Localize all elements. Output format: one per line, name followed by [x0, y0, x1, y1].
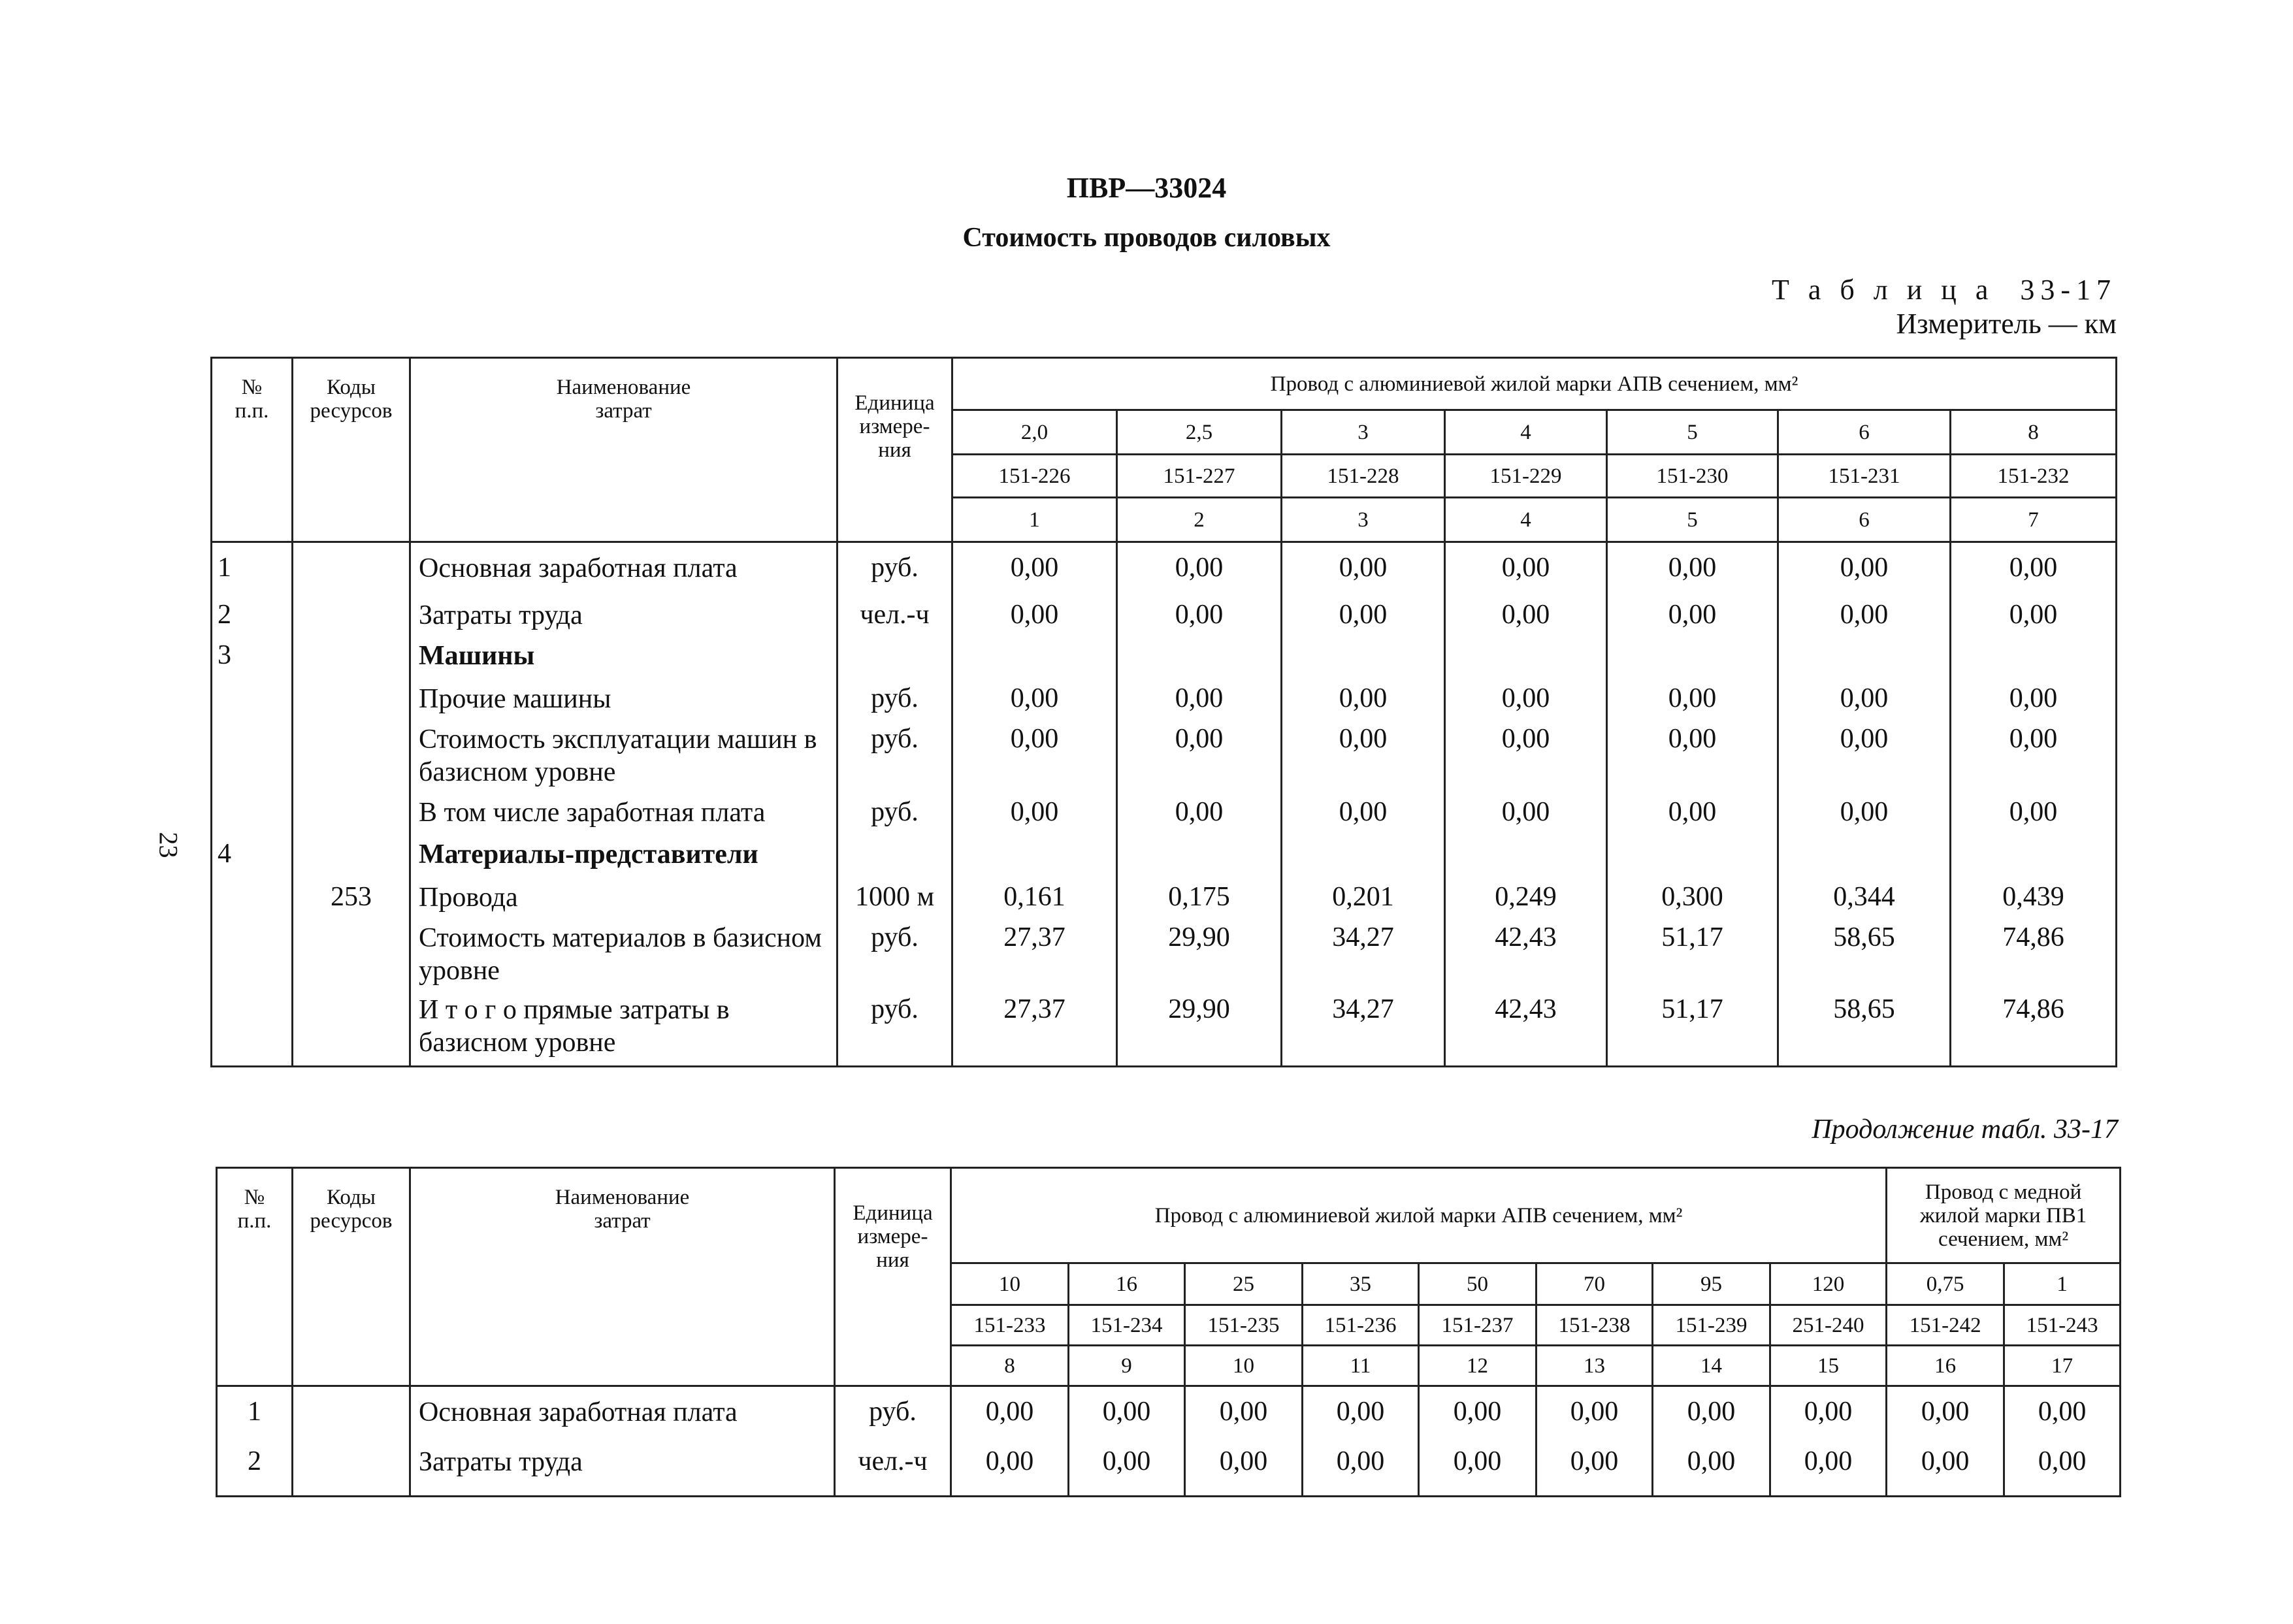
resource-code-cell: 151-233: [951, 1305, 1069, 1346]
value-cell: 0,00: [1303, 1386, 1419, 1446]
value-cell: [1282, 838, 1445, 881]
resource-code-cell: 151-242: [1887, 1305, 2004, 1346]
row-code-cell: [293, 1446, 410, 1497]
resource-code-cell: 151-239: [1653, 1305, 1770, 1346]
value-cell: 0,00: [1770, 1446, 1887, 1497]
column-number-cell: 2: [1117, 498, 1282, 542]
value-cell: 0,00: [2004, 1446, 2121, 1497]
continuation-label: Продолжение табл. 33-17: [1812, 1114, 2118, 1145]
row-number-cell: [212, 796, 293, 838]
table-row: [212, 683, 2117, 723]
resource-code-cell: 151-228: [1282, 455, 1445, 498]
value-cell: 0,00: [1445, 542, 1607, 600]
value-cell: 0,00: [1951, 542, 2117, 600]
value-cell: 0,00: [1653, 1446, 1770, 1497]
value-cell: 27,37: [952, 994, 1117, 1067]
header-group-copper: Провод с медной жилой марки ПВ1 сечением, мм²: [1887, 1168, 2121, 1263]
value-cell: 0,00: [1770, 1386, 1887, 1446]
cross-section-cell: 1: [2004, 1263, 2121, 1305]
row-name-cell: Затраты труда: [410, 1446, 835, 1497]
value-cell: 42,43: [1445, 922, 1607, 994]
header-unit: Единица измере- ния: [835, 1168, 951, 1386]
row-code-cell: 253: [293, 881, 410, 922]
value-cell: 74,86: [1951, 922, 2117, 994]
resource-code-cell: 151-230: [1607, 455, 1778, 498]
value-cell: 0,00: [1778, 723, 1951, 796]
cross-section-cell: 2,5: [1117, 410, 1282, 455]
value-cell: [1607, 838, 1778, 881]
value-cell: [1445, 838, 1607, 881]
value-cell: 0,00: [1117, 796, 1282, 838]
resource-code-cell: 151-238: [1537, 1305, 1653, 1346]
header-num: № п.п.: [212, 358, 293, 542]
value-cell: 29,90: [1117, 994, 1282, 1067]
resource-code-cell: 151-229: [1445, 455, 1607, 498]
table-row: [212, 542, 2117, 600]
column-number-cell: 17: [2004, 1346, 2121, 1386]
value-cell: 0,344: [1778, 881, 1951, 922]
value-cell: 0,00: [1117, 683, 1282, 723]
value-cell: 0,00: [1445, 796, 1607, 838]
resource-code-cell: 151-226: [952, 455, 1117, 498]
value-cell: 0,00: [1185, 1446, 1303, 1497]
column-number-cell: 10: [1185, 1346, 1303, 1386]
value-cell: 0,00: [1778, 796, 1951, 838]
column-number-cell: 6: [1778, 498, 1951, 542]
value-cell: [1778, 838, 1951, 881]
row-name-cell: Материалы-представители: [410, 838, 838, 881]
page-number: 23: [154, 832, 184, 858]
column-number-cell: 16: [1887, 1346, 2004, 1386]
value-cell: 0,00: [1653, 1386, 1770, 1446]
value-cell: 51,17: [1607, 922, 1778, 994]
value-cell: 0,00: [1419, 1386, 1537, 1446]
value-cell: [1951, 640, 2117, 683]
table-row: [217, 1386, 2121, 1446]
row-unit-cell: чел.-ч: [835, 1446, 951, 1497]
value-cell: 0,00: [1778, 542, 1951, 600]
row-unit-cell: руб.: [838, 994, 952, 1067]
row-number-cell: 2: [212, 599, 293, 640]
document-subtitle: Стоимость проводов силовых: [962, 223, 1331, 253]
row-number-cell: [212, 881, 293, 922]
value-cell: 0,00: [1117, 599, 1282, 640]
value-cell: 0,00: [951, 1386, 1069, 1446]
value-cell: 0,00: [1282, 542, 1445, 600]
table-row: [212, 796, 2117, 838]
value-cell: 0,00: [1537, 1446, 1653, 1497]
row-name-cell: Стоимость эксплуатации машин в базисном уровне: [410, 723, 838, 796]
cross-section-cell: 95: [1653, 1263, 1770, 1305]
value-cell: 0,439: [1951, 881, 2117, 922]
value-cell: [1117, 640, 1282, 683]
value-cell: [1778, 640, 1951, 683]
value-cell: 0,00: [1069, 1446, 1185, 1497]
column-number-cell: 15: [1770, 1346, 1887, 1386]
row-name-cell: И т о г о прямые затраты в базисном уровне: [410, 994, 838, 1067]
value-cell: 0,161: [952, 881, 1117, 922]
value-cell: 0,00: [1282, 723, 1445, 796]
row-unit-cell: [838, 640, 952, 683]
value-cell: 0,00: [1303, 1446, 1419, 1497]
row-code-cell: [293, 599, 410, 640]
header-name: Наименование затрат: [410, 1168, 835, 1386]
value-cell: 0,00: [1185, 1386, 1303, 1446]
header-name: Наименование затрат: [410, 358, 838, 542]
cost-table-continuation: [216, 1167, 2121, 1497]
cross-section-cell: 35: [1303, 1263, 1419, 1305]
table-row: [212, 994, 2117, 1067]
value-cell: 0,00: [1607, 796, 1778, 838]
header-group-aluminum: Провод с алюминиевой жилой марки АПВ сечением, мм²: [952, 358, 2117, 410]
column-number-cell: 7: [1951, 498, 2117, 542]
value-cell: [952, 838, 1117, 881]
row-code-cell: [293, 796, 410, 838]
row-unit-cell: [838, 838, 952, 881]
resource-code-cell: 151-235: [1185, 1305, 1303, 1346]
value-cell: [1607, 640, 1778, 683]
value-cell: 0,00: [1607, 599, 1778, 640]
table-row: [217, 1446, 2121, 1497]
row-number-cell: 3: [212, 640, 293, 683]
value-cell: 0,00: [1282, 683, 1445, 723]
table-row: [212, 640, 2117, 683]
value-cell: 74,86: [1951, 994, 2117, 1067]
value-cell: 0,00: [1419, 1446, 1537, 1497]
column-number-cell: 1: [952, 498, 1117, 542]
table-row: [212, 881, 2117, 922]
value-cell: 0,00: [1607, 723, 1778, 796]
resource-code-cell: 151-236: [1303, 1305, 1419, 1346]
cross-section-cell: 50: [1419, 1263, 1537, 1305]
value-cell: 0,00: [1607, 683, 1778, 723]
row-name-cell: Основная заработная плата: [410, 542, 838, 600]
cross-section-cell: 25: [1185, 1263, 1303, 1305]
table-number-label: Т а б л и ц а 33-17: [1771, 274, 2117, 306]
value-cell: 0,00: [952, 683, 1117, 723]
row-unit-cell: руб.: [838, 796, 952, 838]
row-name-cell: Провода: [410, 881, 838, 922]
row-name-cell: В том числе заработная плата: [410, 796, 838, 838]
row-code-cell: [293, 640, 410, 683]
value-cell: 0,00: [1445, 599, 1607, 640]
value-cell: 0,00: [1887, 1446, 2004, 1497]
row-number-cell: [212, 922, 293, 994]
value-cell: 0,00: [952, 542, 1117, 600]
value-cell: 0,249: [1445, 881, 1607, 922]
value-cell: [1445, 640, 1607, 683]
column-number-cell: 5: [1607, 498, 1778, 542]
value-cell: 0,175: [1117, 881, 1282, 922]
column-number-cell: 12: [1419, 1346, 1537, 1386]
row-number-cell: [212, 683, 293, 723]
cross-section-cell: 8: [1951, 410, 2117, 455]
row-number-cell: 1: [212, 542, 293, 600]
header-row: [212, 358, 2117, 410]
row-unit-cell: руб.: [838, 542, 952, 600]
row-unit-cell: руб.: [838, 723, 952, 796]
row-unit-cell: чел.-ч: [838, 599, 952, 640]
value-cell: 0,00: [1282, 599, 1445, 640]
cost-table-main: [210, 357, 2117, 1067]
cross-section-cell: 3: [1282, 410, 1445, 455]
value-cell: 0,00: [1117, 723, 1282, 796]
value-cell: [1951, 838, 2117, 881]
header-num: № п.п.: [217, 1168, 293, 1386]
value-cell: 42,43: [1445, 994, 1607, 1067]
value-cell: 0,00: [952, 723, 1117, 796]
cross-section-cell: 10: [951, 1263, 1069, 1305]
value-cell: 0,300: [1607, 881, 1778, 922]
row-code-cell: [293, 542, 410, 600]
resource-code-cell: 151-231: [1778, 455, 1951, 498]
value-cell: 0,00: [952, 599, 1117, 640]
row-code-cell: [293, 683, 410, 723]
resource-code-cell: 151-237: [1419, 1305, 1537, 1346]
header-codes: Коды ресурсов: [293, 358, 410, 542]
table-row: [212, 922, 2117, 994]
value-cell: 0,00: [1951, 683, 2117, 723]
value-cell: 29,90: [1117, 922, 1282, 994]
table-row: [212, 838, 2117, 881]
value-cell: 0,00: [1887, 1386, 2004, 1446]
resource-code-cell: 251-240: [1770, 1305, 1887, 1346]
row-number-cell: 4: [212, 838, 293, 881]
measure-unit-label: Измеритель — км: [1896, 308, 2117, 340]
resource-code-cell: 151-243: [2004, 1305, 2121, 1346]
column-number-cell: 9: [1069, 1346, 1185, 1386]
row-code-cell: [293, 1386, 410, 1446]
row-code-cell: [293, 994, 410, 1067]
row-name-cell: Основная заработная плата: [410, 1386, 835, 1446]
row-name-cell: Затраты труда: [410, 599, 838, 640]
column-number-cell: 11: [1303, 1346, 1419, 1386]
value-cell: 0,00: [1951, 599, 2117, 640]
value-cell: 0,00: [2004, 1386, 2121, 1446]
row-code-cell: [293, 723, 410, 796]
value-cell: [952, 640, 1117, 683]
value-cell: 58,65: [1778, 922, 1951, 994]
row-number-cell: [212, 994, 293, 1067]
value-cell: 0,00: [952, 796, 1117, 838]
table-row: [212, 723, 2117, 796]
cross-section-cell: 70: [1537, 1263, 1653, 1305]
value-cell: 0,00: [1282, 796, 1445, 838]
row-number-cell: 1: [217, 1386, 293, 1446]
column-number-cell: 3: [1282, 498, 1445, 542]
value-cell: 0,00: [1445, 723, 1607, 796]
row-code-cell: [293, 838, 410, 881]
value-cell: 34,27: [1282, 922, 1445, 994]
value-cell: 0,201: [1282, 881, 1445, 922]
value-cell: 0,00: [1117, 542, 1282, 600]
value-cell: [1117, 838, 1282, 881]
row-number-cell: 2: [217, 1446, 293, 1497]
value-cell: 27,37: [952, 922, 1117, 994]
value-cell: 0,00: [1951, 723, 2117, 796]
value-cell: 0,00: [1778, 683, 1951, 723]
row-unit-cell: руб.: [835, 1386, 951, 1446]
header-group-aluminum: Провод с алюминиевой жилой марки АПВ сечением, мм²: [951, 1168, 1887, 1263]
row-code-cell: [293, 922, 410, 994]
column-number-cell: 8: [951, 1346, 1069, 1386]
column-number-cell: 14: [1653, 1346, 1770, 1386]
row-unit-cell: руб.: [838, 922, 952, 994]
column-number-cell: 13: [1537, 1346, 1653, 1386]
row-unit-cell: руб.: [838, 683, 952, 723]
cross-section-cell: 120: [1770, 1263, 1887, 1305]
cross-section-cell: 5: [1607, 410, 1778, 455]
resource-code-cell: 151-227: [1117, 455, 1282, 498]
value-cell: 0,00: [1607, 542, 1778, 600]
column-number-cell: 4: [1445, 498, 1607, 542]
row-unit-cell: 1000 м: [838, 881, 952, 922]
header-row: [217, 1168, 2121, 1263]
header-codes: Коды ресурсов: [293, 1168, 410, 1386]
value-cell: 34,27: [1282, 994, 1445, 1067]
cross-section-cell: 0,75: [1887, 1263, 2004, 1305]
value-cell: 0,00: [1951, 796, 2117, 838]
row-name-cell: Машины: [410, 640, 838, 683]
value-cell: 0,00: [1069, 1386, 1185, 1446]
row-number-cell: [212, 723, 293, 796]
cross-section-cell: 4: [1445, 410, 1607, 455]
cross-section-cell: 16: [1069, 1263, 1185, 1305]
value-cell: 0,00: [1537, 1386, 1653, 1446]
value-cell: 0,00: [951, 1446, 1069, 1497]
cross-section-cell: 2,0: [952, 410, 1117, 455]
value-cell: 51,17: [1607, 994, 1778, 1067]
value-cell: [1282, 640, 1445, 683]
resource-code-cell: 151-234: [1069, 1305, 1185, 1346]
resource-code-cell: 151-232: [1951, 455, 2117, 498]
value-cell: 0,00: [1778, 599, 1951, 640]
cross-section-cell: 6: [1778, 410, 1951, 455]
value-cell: 58,65: [1778, 994, 1951, 1067]
document-code-title: ПВР—33024: [1066, 172, 1227, 204]
row-name-cell: Стоимость материалов в базисном уровне: [410, 922, 838, 994]
row-name-cell: Прочие машины: [410, 683, 838, 723]
value-cell: 0,00: [1445, 683, 1607, 723]
header-unit: Единица измере- ния: [838, 358, 952, 542]
table-row: [212, 599, 2117, 640]
